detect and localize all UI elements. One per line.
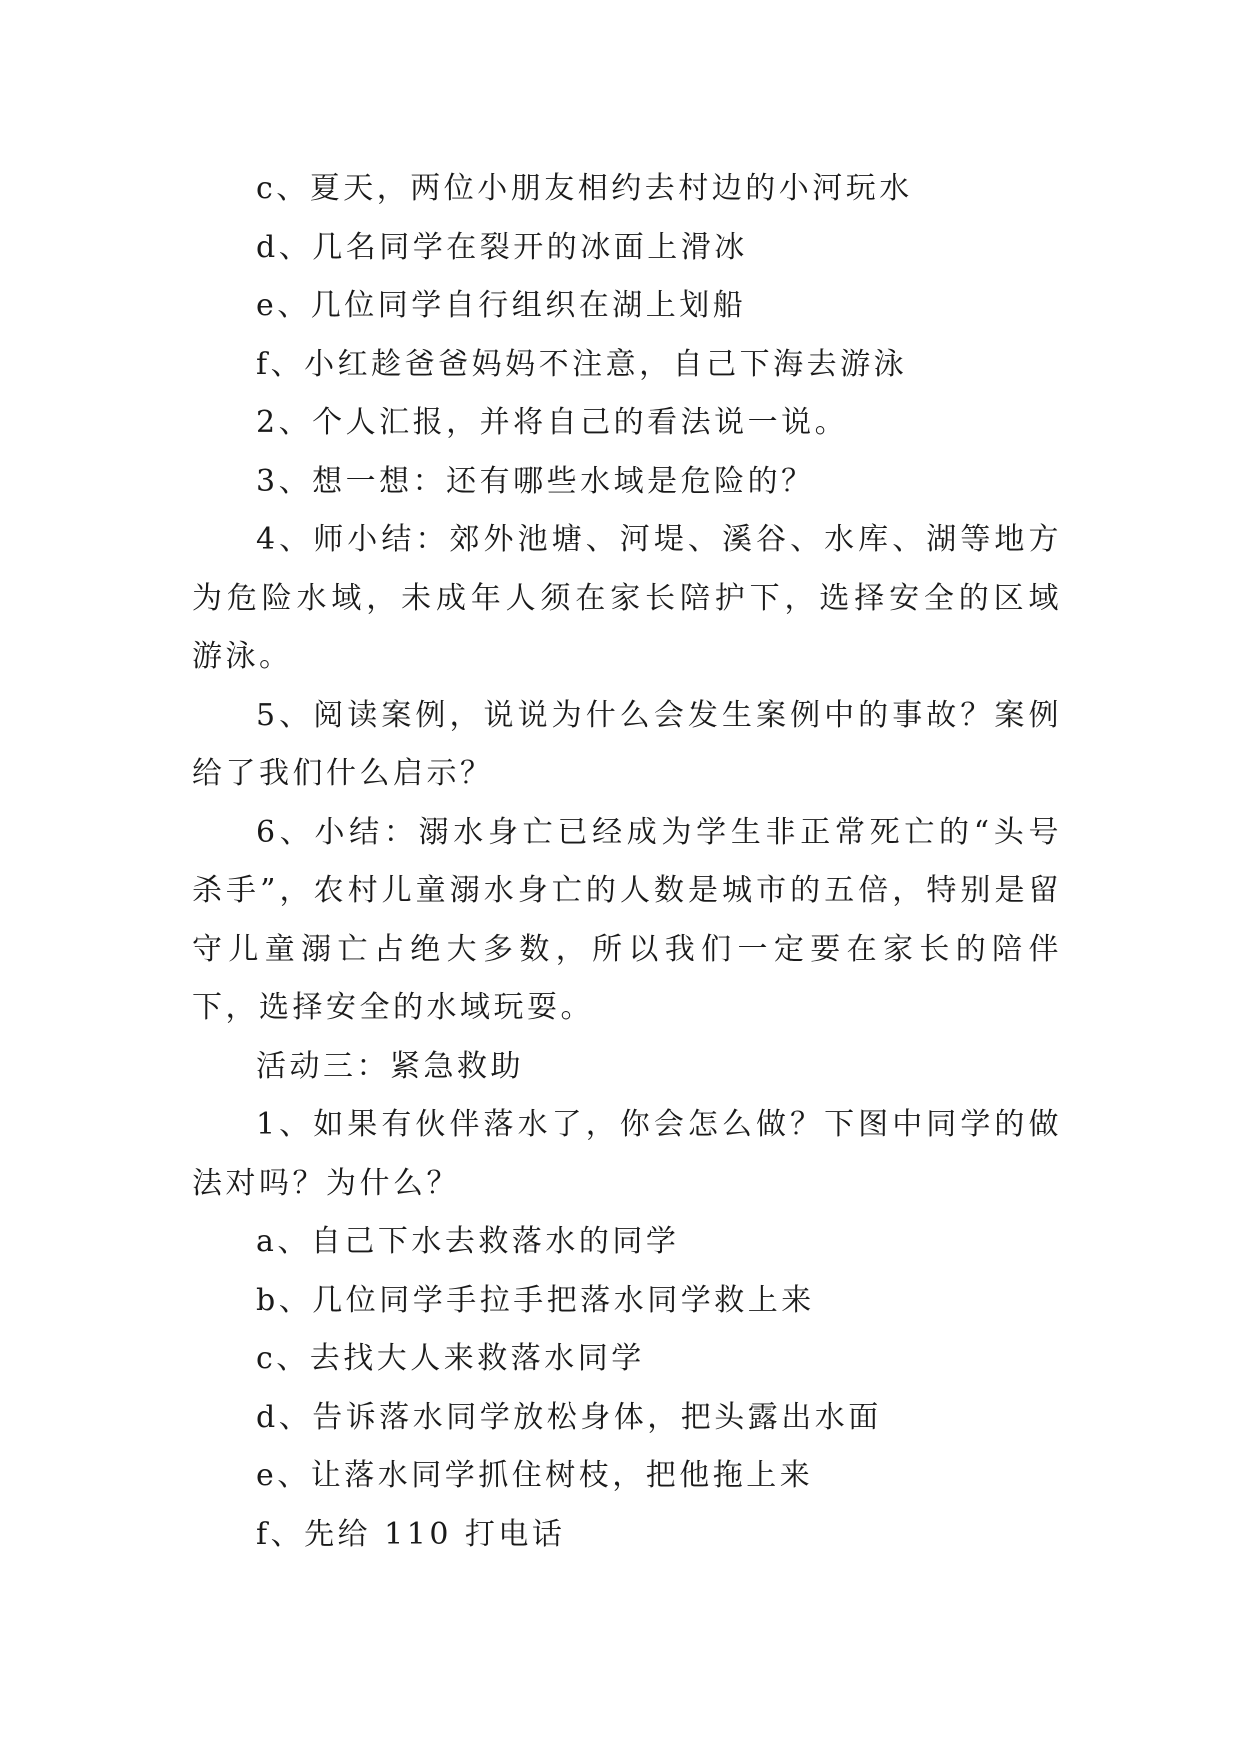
option-d: d、告诉落水同学放松身体，把头露出水面 xyxy=(256,1399,882,1435)
step-4-summary: 4、师小结：郊外池塘、河堤、溪谷、水库、湖等地方为危险水域，未成年人须在家长陪护下，选择安全的区域游泳。 xyxy=(192,522,1062,674)
list-item-e-boat: e、几位同学自行组织在湖上划船 xyxy=(256,288,747,323)
step-2-report: 2、个人汇报，并将自己的看法说一说。 xyxy=(256,405,849,440)
option-b: b、几位同学手拉手把落水同学救上来 xyxy=(256,1282,815,1318)
step-5-case: 5、阅读案例，说说为什么会发生案例中的事故？案例给了我们什么启示？ xyxy=(192,697,1062,791)
activity-3-heading: 活动三：紧急救助 xyxy=(256,1048,524,1084)
step-3-think: 3、想一想：还有哪些水域是危险的？ xyxy=(256,463,815,499)
option-a: a、自己下水去救落水的同学 xyxy=(256,1224,680,1259)
option-c: c、去找大人来救落水同学 xyxy=(256,1341,645,1376)
document-body xyxy=(192,160,1062,1564)
option-f: f、先给 110 打电话 xyxy=(256,1516,566,1552)
list-item-d-ice: d、几名同学在裂开的冰面上滑冰 xyxy=(256,229,748,265)
activity-3-question-1: 1、如果有伙伴落水了，你会怎么做？下图中同学的做法对吗？为什么？ xyxy=(192,1107,1062,1201)
list-item-f-sea: f、小红趁爸爸妈妈不注意，自己下海去游泳 xyxy=(256,346,908,382)
step-6-summary: 6、小结：溺水身亡已经成为学生非正常死亡的“头号杀手”，农村儿童溺水身亡的人数是城市的五倍，特别是留守儿童溺亡占绝大多数，所以我们一定要在家长的陪伴下，选择安全的水域玩耍。 xyxy=(192,814,1062,1025)
option-e: e、让落水同学抓住树枝，把他拖上来 xyxy=(256,1458,814,1493)
list-item-c-river: c、夏天，两位小朋友相约去村边的小河玩水 xyxy=(256,171,913,206)
